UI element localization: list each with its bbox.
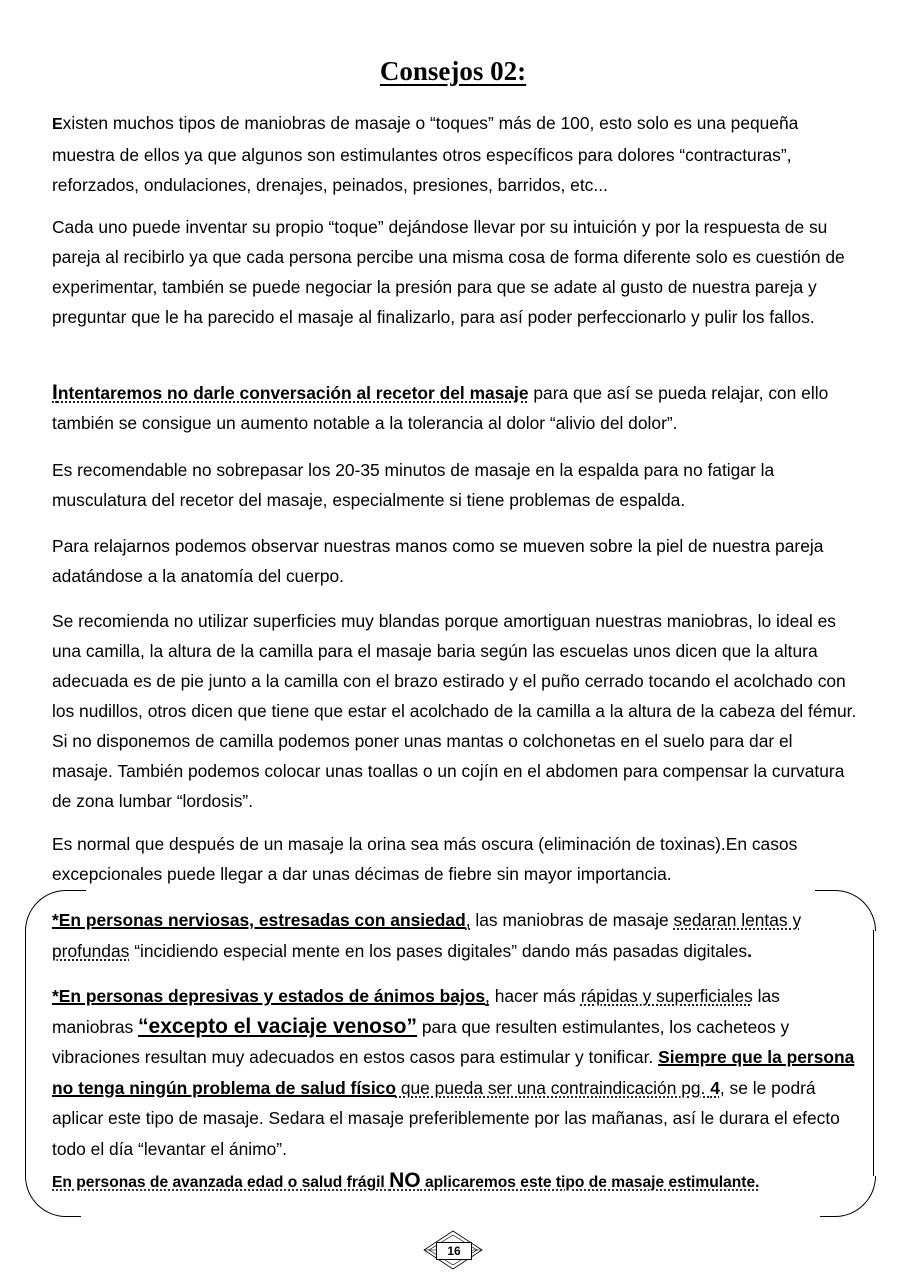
paragraph-3-emphasis: ntentaremos no darle conversación al recetor del masaje: [57, 383, 529, 403]
box-2-text-a: hacer más: [489, 986, 581, 1006]
box-2-text-b: las maniobras: [52, 986, 780, 1037]
box-2-text-d: , se le podrá aplicar este tipo de masaje. Sedara el masaje preferiblemente por las mañanas, así le durara el efecto todo el día “levantar el ánimo”.: [52, 1077, 840, 1159]
box-2-text-c: para que resulten estimulantes, los cacheteos y vibraciones resultan muy adecuados en estos casos para estimular y tonificar.: [52, 1016, 790, 1067]
page-number: 16: [436, 1242, 472, 1260]
frame-left-side: [25, 930, 26, 1176]
box-2-contraindication: que pueda ser una contraindicación pg.: [395, 1077, 711, 1098]
box-paragraph-2: [52, 981, 858, 1164]
box-1-emphasis: sedaran lentas y profundas: [52, 910, 802, 961]
paragraph-6: Se recomienda no utilizar superficies muy blandas porque amortiguan nuestras maniobras, lo ideal es una camilla, la altura de la camilla para el masaje baria según las escuelas unos dicen que la altura adecuada es de pie junto a la camilla con el brazo estirado y el puño cerrado tocando el acolchado con los nudillos, otros dicen que tiene que estar el acolchado de la camilla a la altura de la cabeza del fémur. Si no disponemos de camilla podemos poner unas mantas o colchonetas en el suelo para dar el masaje. También podemos colocar unas toallas o un cojín en el abdomen para compensar la curvatura de zona lumbar “lordosis”.: [52, 611, 857, 811]
paragraph-3: [52, 378, 858, 438]
box-2-comma: ,: [485, 986, 490, 1006]
paragraph-4: Es recomendable no sobrepasar los 20-35 minutos de masaje en la espalda para no fatigar la musculatura del recetor del masaje, especialmente si tiene problemas de espalda.: [52, 460, 775, 510]
paragraph-1-text: xisten muchos tipos de maniobras de masaje o “toques” más de 100, esto solo es una pequeña muestra de ellos ya que algunos son estimulantes otros específicos para dolores “contracturas”, reforzados, ondulaciones, drenajes, peinados, presiones, barridos, etc...: [52, 113, 799, 195]
paragraph-2: Cada uno puede inventar su propio “toque” dejándose llevar por su intuición y por la respuesta de su pareja al recibirlo ya que cada persona percibe una misma cosa de forma diferente solo es cuestión de experimentar, también se puede negociar la presión para que se adate al gusto de nuestra pareja y preguntar que le ha parecido el masaje al finalizarlo, para así poder perfeccionarlo y pulir los fallos.: [52, 217, 845, 327]
paragraph-1-initial: E: [52, 116, 63, 133]
paragraph-7: Es normal que después de un masaje la orina sea más oscura (eliminación de toxinas).En casos excepcionales puede llegar a dar unas décimas de fiebre sin mayor importancia.: [52, 834, 798, 884]
paragraph-3-text: para que así se pueda relajar, con ello también se consigue un aumento notable a la tolerancia al dolor “alivio del dolor”.: [52, 383, 829, 433]
box-paragraph-1: [52, 905, 858, 966]
paragraph-5: Para relajarnos podemos observar nuestras manos como se mueven sobre la piel de nuestra pareja adatándose a la anatomía del cuerpo.: [52, 536, 824, 586]
box-paragraph-3: [52, 1166, 858, 1198]
box-1-text-b: “incidiendo especial mente en los pases digitales” dando más pasadas digitales: [129, 940, 748, 961]
paragraph-1: [52, 108, 858, 200]
box-3-text-a: En personas de avanzada edad o salud frágil: [52, 1174, 390, 1191]
box-2-emphasis: rápidas y superficiales: [580, 986, 753, 1006]
box-1-end: .: [747, 940, 752, 961]
frame-right-side: [873, 930, 874, 1176]
box-1-text-a: las maniobras de masaje: [470, 910, 674, 930]
box-2-heading: *En personas depresivas y estados de ánimos bajos: [52, 986, 486, 1006]
box-2-page-ref: 4: [710, 1077, 720, 1098]
box-3-no: NO: [389, 1169, 421, 1192]
box-1-heading: *En personas nerviosas, estresadas con ansiedad: [52, 910, 466, 930]
page-title: Consejos 02:: [379, 56, 527, 86]
box-1-comma: ,: [465, 910, 471, 930]
box-2-warning: Siempre que la persona no tenga ningún problema de salud físico: [52, 1047, 855, 1098]
box-2-quote: “excepto el vaciaje venoso”: [138, 1014, 417, 1038]
paragraph-3-initial: I: [52, 381, 58, 404]
box-3-text-b: aplicaremos este tipo de masaje estimulante.: [420, 1174, 760, 1191]
